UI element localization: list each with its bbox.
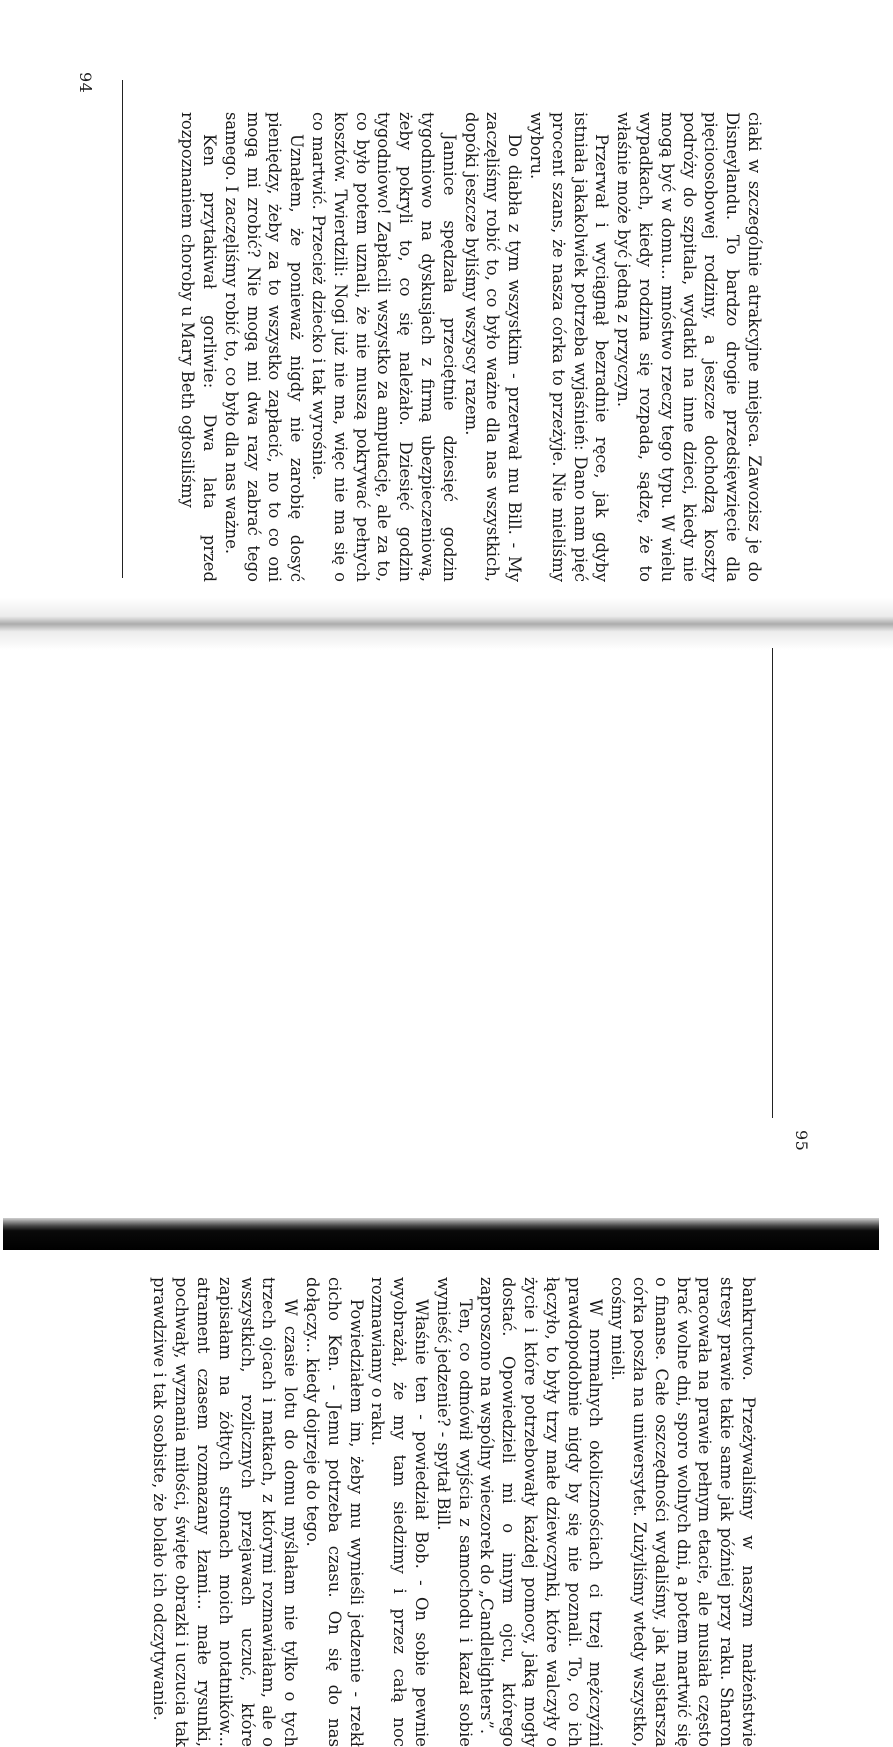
header-rule-left bbox=[122, 80, 123, 578]
header-rule-right bbox=[772, 648, 773, 1118]
paragraph: Właśnie ten - powiedział Bob. - On sobie pewnie wyobrażał, że my tam siedzimy i przez całą noc rozmawiamy o raku. bbox=[368, 1277, 432, 1747]
text-column-left bbox=[176, 112, 765, 582]
paragraph: Ken przytakiwał gorliwie: Dwa lata przed rozpoznaniem choroby u Mary Beth ogłosiliśmy bbox=[178, 112, 220, 582]
paragraph: ciaki w szczególnie atrakcyjne miejsca. Zawozisz je do Disneylandu. To bardzo drogie przedsięwzięcie dla pięcioosobowej rodziny, a jeszcze dochodzą koszty podróży do szpitala, wydatki na inne dzieci, kiedy nie mogą być w domu... mnóstwo rzeczy tego typu. W wielu wypadkach, kiedy rodzina się rozpada, sądzę, że to właśnie może być jedną z przyczyn. bbox=[614, 112, 764, 582]
paragraph: Powiedziałem im, żeby mu wynieśli jedzenie - rzekł cicho Ken. - Jemu potrzeba czasu. On się do nas dołączy... kiedy dojrzeje do tego. bbox=[303, 1277, 366, 1747]
paragraph: Przerwał i wyciągnął bezradnie ręce, jak gdyby istniała jakakolwiek potrzeba wyjaśnień: Dano nam pięć procent szans, że nasza córka to przeżyje. Nie mieliśmy wyboru. bbox=[527, 112, 612, 582]
paragraph: W normalnych okolicznościach ci trzej mężczyźni prawdopodobnie nigdy by się nie poznali. To, co ich łączyło, to były trzy małe dziewczynki, które walczyły o życie i które potrzebowały każdej pomocy, jaką mogły dostać. Opowiedzieli mi o innym ojcu, którego zaproszono na wspólny wieczorek do „Candlelighters”. bbox=[477, 1277, 606, 1747]
right-page bbox=[0, 633, 893, 1747]
paragraph: Ten, co odmówił wyjścia z samochodu i kazał sobie wynieść jedzenie? - spytał Bill. bbox=[433, 1277, 475, 1747]
paragraph: W czasie lotu do domu myślałam nie tylko o tych trzech ojcach i matkach, z którymi rozmawiałam, ale o wszystkich, rozlicznych przejawach uczuć, które zapisałam na żółtych stronach moich notatników... atrament czasem rozmazany łzami... małe rysunki, pochwały, wyznania miłości, święte obrazki i uczucia tak prawdziwe i tak osobiste, że bolało ich odczytywanie. bbox=[150, 1277, 301, 1747]
left-page bbox=[0, 0, 893, 630]
paragraph: Jannice spędzała przeciętnie dziesięć godzin tygodniowo na dyskusjach z firmą ubezpieczeniową, żeby pokryli to, co się należało. Dziesięć godzin tygodniowo! Zapłacili wszystko za amputację, ale za to, co było potem uznali, że nie muszą pokrywać pełnych kosztów. Twierdzili: Nogi już nie ma, więc nie ma się o co martwić. Przecież dziecko i tak wyrośnie. bbox=[309, 112, 459, 582]
page-number-left: 94 bbox=[76, 72, 95, 94]
page-number-right: 95 bbox=[792, 1130, 811, 1152]
paragraph: Do diabła z tym wszystkim - przerwał mu Bill. - My zaczęliśmy robić to, co było ważne dla nas wszystkich, dopóki jeszcze byliśmy wszyscy razem. bbox=[461, 112, 525, 582]
text-column-right bbox=[149, 1277, 759, 1747]
paragraph: Uznałem, że ponieważ nigdy nie zarobię dosyć pieniędzy, żeby za to wszystko zapłacić, no to co oni mogą mi zrobić? Nie mogą mi dwa razy zabrać tego samego. I zaczęliśmy robić to, co było dla nas ważne. bbox=[221, 112, 307, 582]
paragraph: bankructwo. Przeżywaliśmy w naszym małżeństwie stresy prawie takie same jak później przy raku. Sharon pracowała na prawie pełnym etacie, ale musiała często brać wolne dni, sporo wolnych dni, a potem martwić się o finanse. Całe oszczędności wydaliśmy, jak najstarsza córka poszła na uniwersytet. Zużyliśmy wtedy wszystko, cośmy mieli. bbox=[608, 1277, 758, 1747]
